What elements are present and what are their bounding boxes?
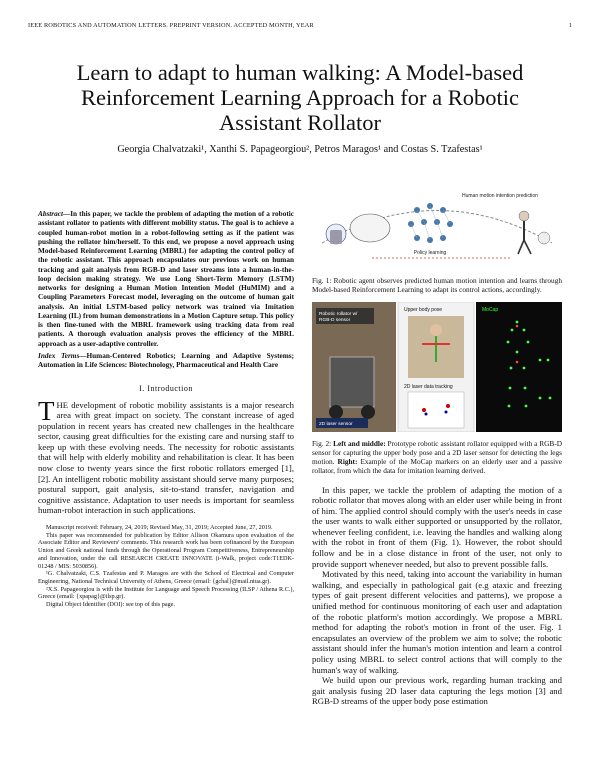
abstract-text: —In this paper, we tackle the problem of adapting the motion of a robotic assistant rollator to patients with different mobility status. The goal is to achieve a coupled human-robot motion in a robot-following setting as if the patient was pushing the rollator him/herself. To this end, we propose a novel approach using Model-based Reinforcement Learning (MBRL) for adapting the control policy of the robotic assistant. This approach encapsulates our previous work on human tracking and gait analysis from RGB-D and laser streams into a human-in-the-loop decision making strategy. We use Long Short-Term Memory (LSTM) networks for designing a Human Motion Intention Model (HuMIM) and a Coupling Parameters Forecast model, leveraging on the outcome of human gait analysis. An initial LSTM-based policy network was trained via Imitation Learning (IL) from human demonstrations in a Motion Capture setup. This policy is then fine-tuned with the MBRL framework using tracking data from real patients. A thorough evaluation analysis proves the efficiency of the MBRL approach as a user-adaptive controller. bbox=[38, 210, 294, 348]
figure-2-photos bbox=[312, 302, 562, 432]
mocap-label: MoCap bbox=[482, 307, 499, 314]
caption-end: Example of the MoCap markers on an elderly user and a passive rollator, from which the data for imitation learning derived. bbox=[312, 456, 562, 475]
figure-1-caption: Fig. 1: Robotic agent observes predicted human motion intention and learns through Model-based Reinforcement Learning to adapt its control actions, accordingly. bbox=[312, 276, 562, 295]
policy-learning-label: Policy learning bbox=[413, 250, 447, 256]
paper-title: Learn to adapt to human walking: A Model-based Reinforcement Learning Approach for a Robotic Assistant Rollator bbox=[76, 60, 524, 135]
index-terms-text: —Human-Centered Robotics; Learning and Adaptive Systems; Automation in Life Sciences: Biotechnology, Pharmaceutical and Health Care bbox=[38, 351, 294, 369]
footnote: This paper was recommended for publication by Editor Allison Okamura upon evaluation of the Associate Editor and Reviewers' comments. This research work has been cofinanced by the European Union and Greek national funds through the Operational Program Competitiveness, Entrepreneurship and Innovation, under the call RESEARCH CREATE INNOVATE (i-Walk, project code:T1EDK- 01248 / MIS: 5030856). bbox=[38, 531, 294, 570]
journal-header: IEEE ROBOTICS AND AUTOMATION LETTERS. PREPRINT VERSION. ACCEPTED MONTH, YEAR bbox=[28, 22, 314, 29]
running-header bbox=[28, 22, 572, 29]
caption-mid: Prototype robotic assistant rollator equipped with a RGB-D sensor for capturing the upper body pose and a 2D laser sensor for detecting the legs motion. bbox=[312, 438, 562, 466]
page-number: 1 bbox=[568, 22, 572, 29]
right-body bbox=[312, 485, 562, 707]
caption-prefix: Fig. 2: bbox=[312, 438, 334, 448]
body-paragraph: Motivated by this need, taking into account the variability in human walking, and especially in pathological gait (e.g ataxic and freezing types of gait present different velocities and patterns), we propose a unified method for continuous monitoring of each user and adaptation of the robotic platform's motion accordingly. We propose a MBRL method for adapting the robot's motion in front of the user. Fig. 1 encapsulates an overview of the problem we aim to solve; the robotic assistant should infer the human's motion intention and learn a control policy using MBRL to select control actions that will comply to the human's way of walking. bbox=[312, 569, 562, 675]
intro-body bbox=[38, 395, 294, 517]
footnotes bbox=[38, 524, 294, 609]
abstract bbox=[38, 210, 294, 349]
abstract-label: Abstract bbox=[38, 210, 63, 218]
upper-body-label: Upper body pose bbox=[404, 307, 443, 314]
figure-1-illustration bbox=[312, 188, 562, 270]
cloud-icon bbox=[350, 214, 390, 242]
footnote: ¹G. Chalvatzaki, C.S. Tzafestas and P. Maragos are with the School of Electrical and Computer Engineering, National Technical University of Athens, Greece (email: {gchal}@mail.ntua.gr). bbox=[38, 570, 294, 585]
body-paragraph: We build upon our previous work, regarding human tracking and gait analysis fusing 2D laser data capturing the legs motion [3] and RGB-D streams of the upper body pose estimation bbox=[312, 675, 562, 707]
caption-bold2: Right: bbox=[337, 456, 358, 466]
drop-cap: T bbox=[38, 395, 55, 426]
footnote: ²X.S. Papageorgiou is with the Institute for Language and Speech Processing (ILSP / Athena R.C.), Greece (email: {xpapag}@ilsp.gr). bbox=[38, 585, 294, 601]
figure-2-caption bbox=[312, 439, 562, 475]
rgbd-label-line1: Robotic rollator w/ bbox=[319, 312, 358, 318]
index-terms bbox=[38, 352, 294, 371]
caption-bold: Left and middle: bbox=[333, 438, 386, 448]
mocap-panel bbox=[476, 302, 562, 432]
footnote: Manuscript received: February, 24, 2019; Revised May, 31, 2019; Accepted June, 27, 2019. bbox=[46, 524, 273, 532]
laser-tracking-label: 2D laser data tracking bbox=[404, 384, 453, 391]
figure-1 bbox=[312, 188, 562, 294]
figure-2 bbox=[312, 302, 562, 474]
right-column bbox=[312, 188, 562, 707]
rollator-icon bbox=[330, 230, 342, 244]
body-paragraph: In this paper, we tackle the problem of adapting the motion of a robotic rollator that moves along with an elder user while being in front of him. The applied control should comply with the user's needs in case the user wants to walk either supported or unsupported by the rollator, whenever feeling confident, i.e. leaving the handles and walking along with the robot in front of them (Fig. 1). However, the robot should follow and be in a close distance in front of the user, not only to provide support whenever needed, but also to prevent possible falls. bbox=[312, 484, 562, 569]
rgbd-label-line2: RGB-D sensor bbox=[319, 318, 351, 324]
index-terms-label: Index Terms bbox=[38, 351, 80, 360]
left-column bbox=[38, 210, 294, 609]
laser-sensor-label: 2D laser sensor bbox=[319, 422, 353, 428]
intro-paragraph bbox=[38, 395, 294, 517]
intro-text: HE development of robotic mobility assistants is a major research area with great impact on society. The constant increase of aged population in recent years has created new challenges in the healthcare sector, causing great difficulties for the existing care and nursing staff to keep up with these evolving needs. The necessity for robotic assistants that will help with elderly mobility and rehabilitation is clear. It has been now close to twenty years since the first robotic rollators emerged [1], [2]. An intelligent robotic mobility assistant should serve many purposes; postural support, gait analysis, sit-to-stand transfer, navigation and cognitive assistance. Adaptation to user needs is important for seamless human-robot interaction in such applications. bbox=[38, 399, 294, 516]
footnote: Digital Object Identifier (DOI): see top of this page. bbox=[46, 601, 176, 609]
intention-label: Human motion intention prediction bbox=[462, 193, 538, 199]
human-head-icon bbox=[519, 211, 529, 221]
author-list: Georgia Chalvatzaki¹, Xanthi S. Papageorgiou², Petros Maragos¹ and Costas S. Tzafestas¹ bbox=[117, 144, 483, 155]
section-heading: I. Introduction bbox=[139, 384, 193, 394]
